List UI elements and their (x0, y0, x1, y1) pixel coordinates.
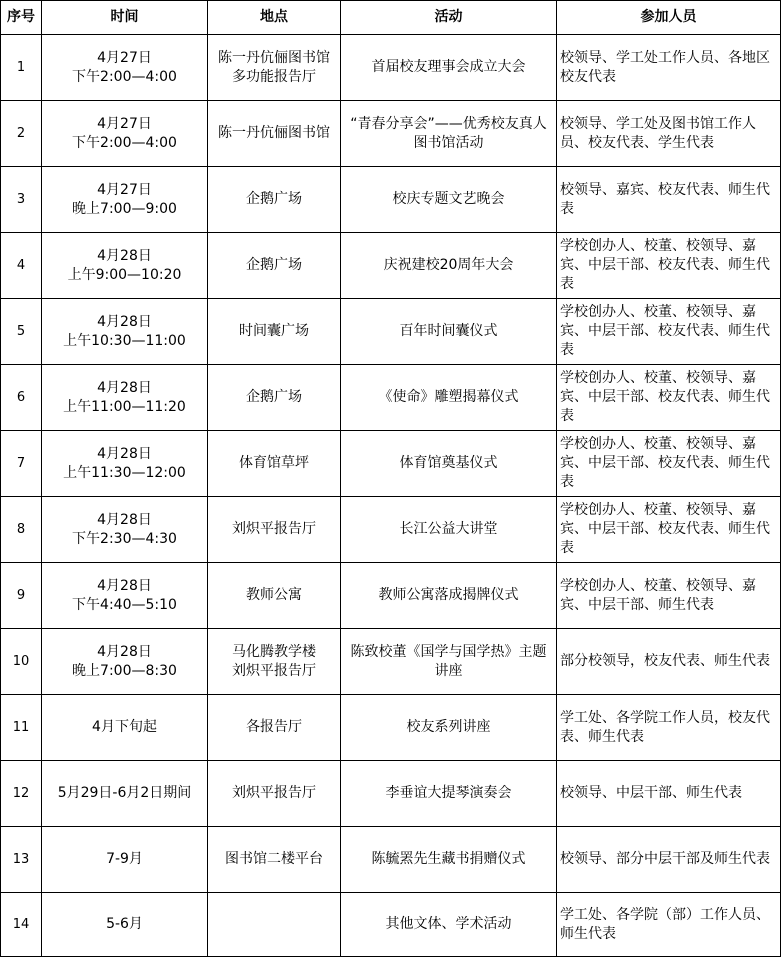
row-activity: 校友系列讲座 (341, 695, 557, 761)
header-seq: 序号 (1, 1, 42, 35)
row-place-line: 图书馆二楼平台 (225, 851, 323, 867)
row-time-text: 下午4:40—5:10 (72, 596, 177, 613)
row-time (42, 167, 208, 233)
row-place-line: 马化腾教学楼 (232, 643, 316, 660)
row-time (42, 563, 208, 629)
row-place-line: 企鹅广场 (246, 257, 302, 273)
row-participants: 校领导、嘉宾、校友代表、师生代表 (557, 167, 781, 233)
row-place (208, 695, 341, 761)
row-time-text: 上午11:00—11:20 (63, 398, 186, 415)
row-participants: 学校创办人、校董、校领导、嘉宾、中层干部、校友代表、师生代表 (557, 497, 781, 563)
table-row (1, 893, 781, 957)
row-seq: 5 (1, 299, 42, 365)
row-date-text: 4月28日 (97, 577, 152, 594)
row-place (208, 893, 341, 957)
row-seq: 8 (1, 497, 42, 563)
row-date-text: 5-6月 (106, 916, 143, 932)
row-seq: 14 (1, 893, 42, 957)
row-date-text: 4月28日 (97, 445, 152, 462)
row-activity: 《使命》雕塑揭幕仪式 (341, 365, 557, 431)
row-time-text: 上午11:30—12:00 (63, 464, 186, 481)
row-place-line: 多功能报告厅 (232, 68, 316, 85)
row-date-text: 4月28日 (97, 511, 152, 528)
row-time-text: 上午10:30—11:00 (63, 332, 186, 349)
row-activity: 长江公益大讲堂 (341, 497, 557, 563)
row-participants: 校领导、学工处工作人员、各地区校友代表 (557, 35, 781, 101)
row-place (208, 35, 341, 101)
row-place-line: 教师公寓 (246, 587, 302, 603)
row-participants: 学工处、各学院（部）工作人员、师生代表 (557, 893, 781, 957)
row-place (208, 827, 341, 893)
row-activity: 其他文体、学术活动 (341, 893, 557, 957)
row-activity: 校庆专题文艺晚会 (341, 167, 557, 233)
row-activity: 首届校友理事会成立大会 (341, 35, 557, 101)
row-seq: 6 (1, 365, 42, 431)
row-seq: 10 (1, 629, 42, 695)
row-date-text: 7-9月 (106, 851, 143, 867)
row-time (42, 629, 208, 695)
row-date-text: 4月28日 (97, 247, 152, 264)
row-time (42, 233, 208, 299)
header-participants: 参加人员 (557, 1, 781, 35)
row-place-line: 刘炽平报告厅 (232, 662, 316, 679)
row-seq: 3 (1, 167, 42, 233)
row-time (42, 35, 208, 101)
row-participants: 部分校领导，校友代表、师生代表 (557, 629, 781, 695)
row-participants: 校领导、中层干部、师生代表 (557, 761, 781, 827)
table-row (1, 365, 781, 431)
row-participants: 学校创办人、校董、校领导、嘉宾、中层干部、校友代表、师生代表 (557, 233, 781, 299)
row-time-text: 晚上7:00—8:30 (72, 662, 177, 679)
row-time (42, 893, 208, 957)
row-place-line: 各报告厅 (246, 719, 302, 735)
row-place (208, 365, 341, 431)
table-row (1, 233, 781, 299)
row-participants: 学校创办人、校董、校领导、嘉宾、中层干部、校友代表、师生代表 (557, 431, 781, 497)
row-place-line: 时间囊广场 (239, 323, 309, 339)
table-row (1, 497, 781, 563)
row-seq: 13 (1, 827, 42, 893)
row-time (42, 497, 208, 563)
row-activity: 百年时间囊仪式 (341, 299, 557, 365)
row-place (208, 497, 341, 563)
row-participants: 学校创办人、校董、校领导、嘉宾、中层干部、师生代表 (557, 563, 781, 629)
row-place-line: 刘炽平报告厅 (232, 785, 316, 801)
row-date-text: 4月27日 (97, 115, 152, 132)
row-time (42, 761, 208, 827)
row-seq: 12 (1, 761, 42, 827)
row-time-text: 下午2:00—4:00 (72, 68, 177, 85)
row-place-line: 企鹅广场 (246, 191, 302, 207)
row-date-text: 4月下旬起 (92, 719, 157, 735)
table-row (1, 35, 781, 101)
row-place-line: 体育馆草坪 (239, 455, 309, 471)
row-activity: 陈致校董《国学与国学热》主题讲座 (341, 629, 557, 695)
row-place (208, 167, 341, 233)
row-place (208, 629, 341, 695)
row-activity: “青春分享会”——优秀校友真人图书馆活动 (341, 101, 557, 167)
row-seq: 7 (1, 431, 42, 497)
row-seq: 11 (1, 695, 42, 761)
row-time (42, 299, 208, 365)
row-activity: 体育馆奠基仪式 (341, 431, 557, 497)
row-place-line: 刘炽平报告厅 (232, 521, 316, 537)
row-participants: 学工处、各学院工作人员，校友代表、师生代表 (557, 695, 781, 761)
table-row (1, 167, 781, 233)
row-place (208, 299, 341, 365)
row-time-text: 下午2:00—4:00 (72, 134, 177, 151)
row-date-text: 4月27日 (97, 49, 152, 66)
table-row (1, 563, 781, 629)
row-activity: 李垂谊大提琴演奏会 (341, 761, 557, 827)
row-time-text: 下午2:30—4:30 (72, 530, 177, 547)
row-time (42, 431, 208, 497)
row-place (208, 431, 341, 497)
row-date-text: 4月27日 (97, 181, 152, 198)
row-participants: 学校创办人、校董、校领导、嘉宾、中层干部、校友代表、师生代表 (557, 299, 781, 365)
row-activity: 陈毓罴先生藏书捐赠仪式 (341, 827, 557, 893)
row-time (42, 101, 208, 167)
row-place (208, 233, 341, 299)
row-time (42, 695, 208, 761)
row-seq: 1 (1, 35, 42, 101)
header-time: 时间 (42, 1, 208, 35)
table-row (1, 431, 781, 497)
row-place (208, 563, 341, 629)
row-place (208, 101, 341, 167)
table-row (1, 761, 781, 827)
row-activity: 教师公寓落成揭牌仪式 (341, 563, 557, 629)
row-place-line: 陈一丹伉俪图书馆 (218, 125, 330, 141)
table-row (1, 299, 781, 365)
row-date-text: 4月28日 (97, 313, 152, 330)
table-row (1, 695, 781, 761)
row-activity: 庆祝建校20周年大会 (341, 233, 557, 299)
row-place-line: 陈一丹伉俪图书馆 (218, 49, 330, 66)
row-participants: 学校创办人、校董、校领导、嘉宾、中层干部、校友代表、师生代表 (557, 365, 781, 431)
table-row (1, 101, 781, 167)
row-date-text: 4月28日 (97, 643, 152, 660)
row-participants: 校领导、学工处及图书馆工作人员、校友代表、学生代表 (557, 101, 781, 167)
table-row (1, 827, 781, 893)
row-date-text: 5月29日-6月2日期间 (57, 785, 192, 801)
row-date-text: 4月28日 (97, 379, 152, 396)
row-time-text: 晚上7:00—9:00 (72, 200, 177, 217)
row-place-line: 企鹅广场 (246, 389, 302, 405)
header-activity: 活动 (341, 1, 557, 35)
row-seq: 9 (1, 563, 42, 629)
row-time-text: 上午9:00—10:20 (67, 266, 182, 283)
header-row (1, 1, 781, 35)
row-seq: 4 (1, 233, 42, 299)
row-participants: 校领导、部分中层干部及师生代表 (557, 827, 781, 893)
row-time (42, 365, 208, 431)
row-seq: 2 (1, 101, 42, 167)
table-row (1, 629, 781, 695)
row-place (208, 761, 341, 827)
header-place: 地点 (208, 1, 341, 35)
row-time (42, 827, 208, 893)
